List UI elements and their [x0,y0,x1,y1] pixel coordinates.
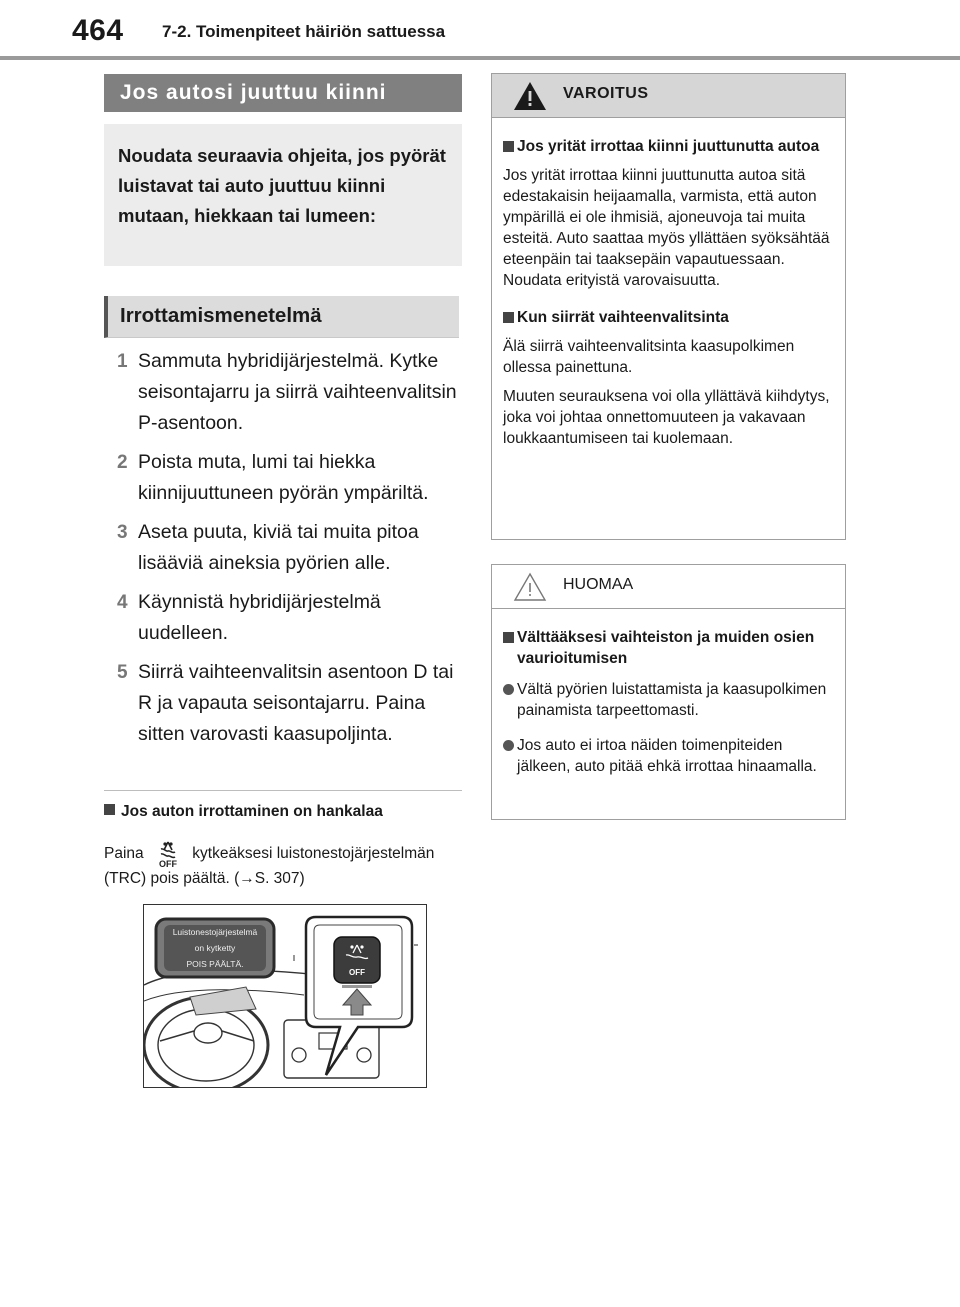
warning-item-heading-text: Kun siirrät vaihteenvalitsinta [517,309,729,326]
warning-title: VAROITUS [563,85,649,102]
notice-body [492,609,845,777]
step-item [104,657,464,750]
warning-item-heading [503,136,835,157]
intro-text: Noudata seuraavia ohjeita, jos pyörät luistavat tai auto juuttuu kiinni mutaan, hiekkaan tai lumeen: [118,145,446,226]
dashboard-drawing [144,905,426,1087]
step-item [104,517,464,579]
step-number: 1 [117,351,128,372]
step-item [104,447,464,509]
warning-triangle-icon [512,80,548,112]
step-item [104,346,464,439]
notice-bullet-text: Jos auto ei irtoa näiden toimenpiteiden jälkeen, auto pitää ehkä irrottaa hinaamalla. [517,737,817,775]
warning-item-heading [503,307,835,328]
step-number: 4 [117,592,128,613]
dashboard-illustration [143,904,427,1088]
note-heading-text: Jos auton irrottaminen on hankalaa [121,803,383,820]
round-bullet-icon [503,740,514,751]
step-text: Siirrä vaihteenvalitsin asentoon D tai R ja vapauta seisontajarru. Paina sitten varovasti kaasupoljinta. [138,661,454,745]
step-text: Aseta puuta, kiviä tai muita pitoa lisääviä aineksia pyörien alle. [138,521,419,574]
page-number: 464 [72,14,124,47]
notice-bullet [503,735,835,777]
note-heading [104,803,383,821]
notice-title: HUOMAA [563,576,634,593]
note-text-after: kytkeäksesi luistonestojärjestelmän (TRC) pois päältä. (→S. 307) [104,845,435,887]
main-heading: Jos autosi juuttuu kiinni [104,74,462,112]
notice-bullet [503,679,835,721]
step-number: 2 [117,452,128,473]
display-line-1: Luistonestojärjestelmä [172,927,258,937]
note-text-before: Paina [104,845,144,862]
step-number: 3 [117,522,128,543]
display-line-2: on kytketty [194,943,236,953]
warning-item-text: Jos yrität irrottaa kiinni juuttunutta autoa sitä edestakaisin heijaamalla, varmista, että auton ympärillä ei ole ihmisiä, ajoneuvoja tai muita esteitä. Auto saattaa myös yllättäen syöksähtää eteenpäin tai taaksepäin vapautuessaan. Noudata erityistä varovaisuutta. [503,167,830,289]
trc-off-label: OFF [158,859,177,868]
notice-heading [503,627,835,669]
trc-off-icon [148,840,188,868]
intro-box [104,124,462,266]
header-rule [0,56,960,60]
section-title: 7-2. Toimenpiteet häiriön sattuessa [162,22,446,41]
square-bullet-icon [503,632,514,643]
display-line-3: POIS PÄÄLTÄ. [186,959,244,969]
step-text: Poista muta, lumi tai hiekka kiinnijuuttuneen pyörän ympäriltä. [138,451,429,504]
figure-off-label: OFF [349,968,365,977]
warning-body [492,118,845,449]
step-text: Sammuta hybridijärjestelmä. Kytke seisontajarru ja siirrä vaihteenvalitsin P-asentoon. [138,350,457,434]
round-bullet-icon [503,684,514,695]
step-text: Käynnistä hybridijärjestelmä uudelleen. [138,591,381,644]
step-number: 5 [117,662,128,683]
square-bullet-icon [503,141,514,152]
notice-bullet-text: Vältä pyörien luistattamista ja kaasupolkimen painamista tarpeettomasti. [517,681,827,719]
warning-item-text: Muuten seurauksena voi olla yllättävä kiihdytys, joka voi johtaa onnettomuuteen ja vakavaan loukkaantumiseen tai kuolemaan. [503,388,830,447]
warning-box [491,73,846,540]
notice-header [492,565,845,609]
square-bullet-icon [503,312,514,323]
caution-triangle-icon [512,571,548,603]
note-body [104,840,466,889]
warning-header [492,74,845,118]
warning-item-heading-text: Jos yrität irrottaa kiinni juuttunutta autoa [517,138,820,155]
subheading: Irrottamismenetelmä [104,296,459,338]
warning-item-text: Älä siirrä vaihteenvalitsinta kaasupolkimen ollessa painettuna. [503,338,795,376]
steps-list [104,346,464,758]
notice-box [491,564,846,820]
step-item [104,587,464,649]
square-bullet-icon [104,804,115,815]
notice-heading-text: Välttääksesi vaihteiston ja muiden osien vaurioitumisen [517,629,815,667]
divider [104,790,462,791]
